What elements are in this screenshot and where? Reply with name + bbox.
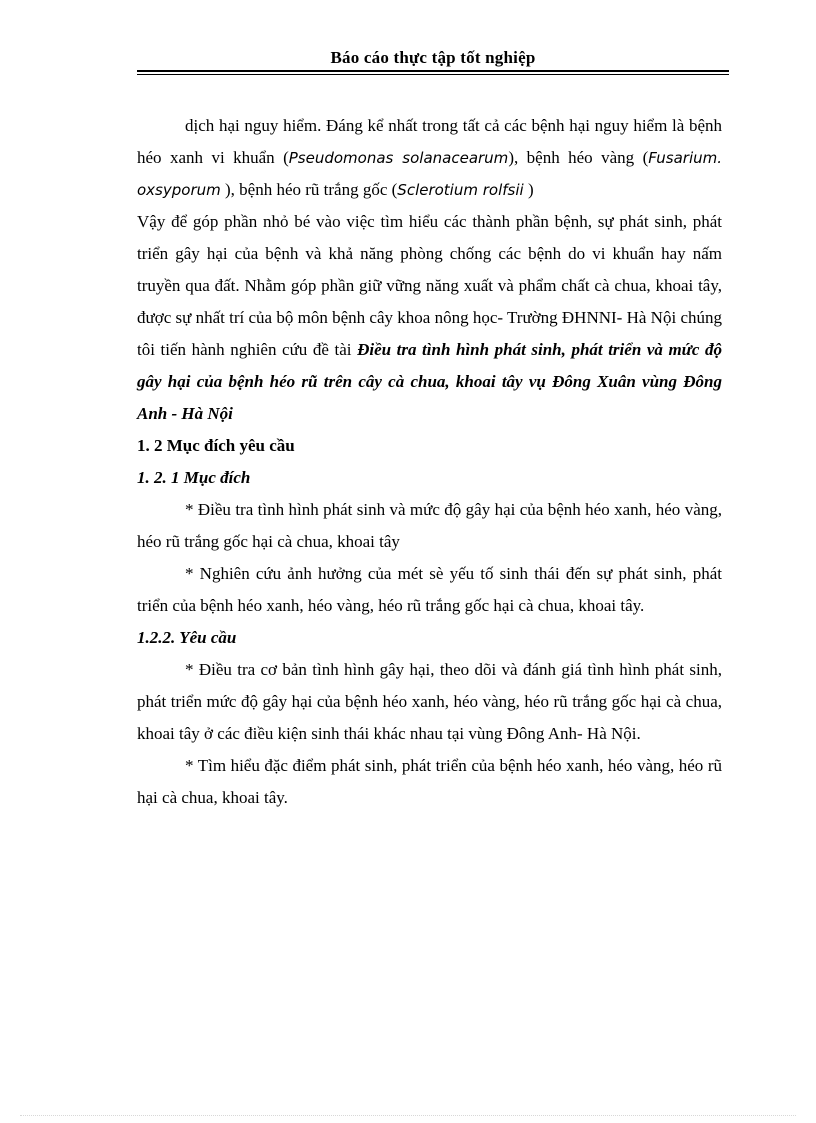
text-run: ), bệnh héo vàng ( (508, 148, 649, 167)
scientific-name: Pseudomonas solanacearum (288, 149, 509, 167)
scientific-name: Sclerotium rolfsii (397, 181, 524, 199)
header-title: Báo cáo thực tập tốt nghiệp (330, 48, 536, 67)
intro-paragraph-2 (137, 206, 722, 430)
text-run: Vậy để góp phần nhỏ bé vào việc tìm hiểu các thành phần bệnh, sự phát sinh, phát triển gây hại của bệnh và khả năng phòng chống các bệnh do vi khuẩn hay nấm truyền qua đất. Nhằm góp phần giữ vững năng xuất và phẩm chất cà chua, khoai tây, được sự nhất trí của bộ môn bệnh cây khoa nông học- Trường ĐHNNI- Hà Nội chúng tôi tiến hành nghiên cứu đề tài (137, 212, 722, 359)
page-bottom-divider (20, 1115, 796, 1116)
requirement-item: * Tìm hiểu đặc điểm phát sinh, phát triển của bệnh héo xanh, héo vàng, héo rũ hại cà chua, khoai tây. (137, 756, 722, 807)
thesis-title: Điều tra tình hình phát sinh, phát triển và mức độ gây hại của bệnh héo rũ trên cây cà chua, khoai tây vụ Đông Xuân vùng Đông Anh - Hà Nội (137, 340, 722, 423)
subsection-heading-1-2-2: 1.2.2. Yêu cầu (137, 628, 237, 647)
text-run: ) (523, 180, 534, 199)
text-run: dịch hại nguy hiểm. Đáng kể nhất trong tất cả các bệnh hại nguy hiểm là bệnh héo xanh vi khuẩn ( (137, 116, 722, 167)
header-rule-thick (137, 70, 729, 72)
subsection-heading-1-2-1: 1. 2. 1 Mục đích (137, 468, 251, 487)
header-rule-thin (137, 74, 729, 75)
requirement-item: * Điều tra cơ bản tình hình gây hại, theo dõi và đánh giá tình hình phát sinh, phát triển mức độ gây hại của bệnh héo xanh, héo vàng, héo rũ trắng gốc hại cà chua, khoai tây ở các điều kiện sinh thái khác nhau tại vùng Đông Anh- Hà Nội. (137, 660, 722, 743)
text-run: ), bệnh héo rũ trắng gốc ( (220, 180, 398, 199)
scientific-name: Fusarium. oxsyporum (137, 149, 723, 199)
intro-paragraph-1 (137, 110, 722, 206)
objective-item: * Nghiên cứu ảnh hưởng của mét sè yếu tố sinh thái đến sự phát sinh, phát triển của bệnh héo xanh, héo vàng, héo rũ trắng gốc hại cà chua, khoai tây. (137, 564, 722, 615)
objective-item: * Điều tra tình hình phát sinh và mức độ gây hại của bệnh héo xanh, héo vàng, héo rũ trắng gốc hại cà chua, khoai tây (137, 500, 722, 551)
section-heading-1-2: 1. 2 Mục đích yêu cầu (137, 436, 295, 455)
document-body (137, 110, 722, 814)
